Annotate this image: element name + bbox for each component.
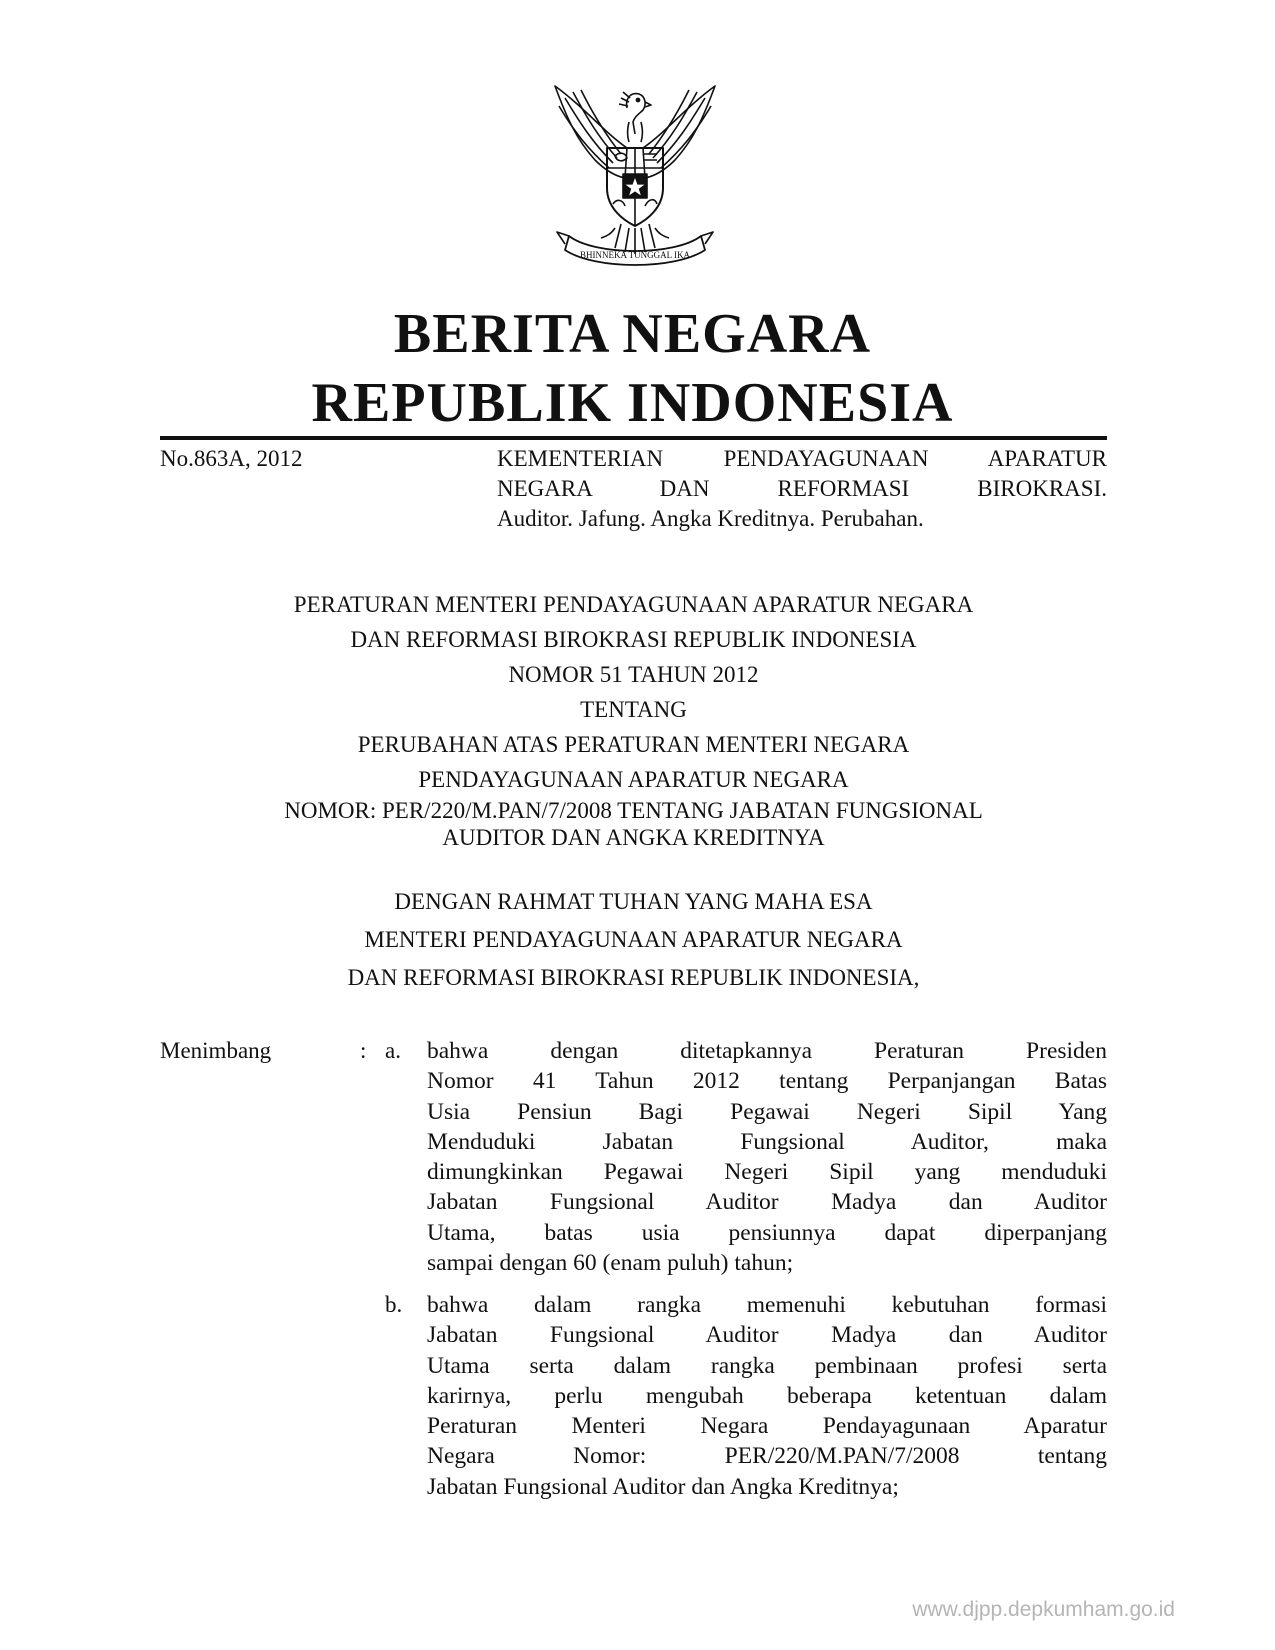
preamble-line: DAN REFORMASI BIROKRASI REPUBLIK INDONESIA, — [347, 965, 920, 990]
consideration-line: Utama, batas usia pensiunnya dapat diperpanjang — [427, 1219, 1107, 1246]
consideration-line: dimungkinkan Pegawai Negeri Sipil yang menduduki — [427, 1159, 1107, 1186]
consideration-line: Jabatan Fungsional Auditor Madya dan Auditor — [427, 1189, 1107, 1216]
consideration-a — [427, 1036, 1107, 1278]
consideration-line: Peraturan Menteri Negara Pendayagunaan Aparatur — [427, 1413, 1107, 1440]
gazette-number: No.863A, 2012 — [160, 446, 303, 471]
regulation-title-line: PERUBAHAN ATAS PERATURAN MENTERI NEGARA — [357, 732, 910, 757]
gazette-subject-line: Auditor. Jafung. Angka Kreditnya. Perubahan. — [497, 506, 924, 531]
masthead-divider — [160, 436, 1107, 440]
regulation-about: TENTANG — [580, 697, 687, 722]
footer-url-watermark: www.djpp.depkumham.go.id — [912, 1598, 1175, 1621]
gazette-subject — [497, 444, 1107, 534]
regulation-title-line: PENDAYAGUNAAN APARATUR NEGARA — [418, 767, 849, 792]
consideration-line: Utama serta dalam rangka pembinaan profesi serta — [427, 1352, 1107, 1379]
regulation-title-line: AUDITOR DAN ANGKA KREDITNYA — [442, 825, 825, 850]
regulation-title — [160, 587, 1107, 797]
consideration-letter: b. — [385, 1292, 403, 1317]
regulation-title-line: PERATURAN MENTERI PENDAYAGUNAAN APARATUR NEGARA — [293, 592, 974, 617]
consideration-line: sampai dengan 60 (enam puluh) tahun; — [427, 1250, 794, 1277]
consideration-line: bahwa dengan ditetapkannya Peraturan Presiden — [427, 1038, 1107, 1064]
consideration-letter: a. — [385, 1038, 401, 1063]
masthead-title-line2: REPUBLIK INDONESIA — [311, 372, 954, 434]
considering-colon: : — [360, 1038, 367, 1063]
consideration-line: Jabatan Fungsional Auditor Madya dan Auditor — [427, 1322, 1107, 1349]
preamble-line: DENGAN RAHMAT TUHAN YANG MAHA ESA — [394, 889, 873, 914]
regulation-title-line: NOMOR: PER/220/M.PAN/7/2008 TENTANG JABATAN FUNGSIONAL — [284, 798, 983, 823]
garuda-pancasila-emblem-icon — [535, 78, 735, 278]
consideration-line: karirnya, perlu mengubah beberapa ketentuan dalam — [427, 1382, 1107, 1409]
consideration-line: Menduduki Jabatan Fungsional Auditor, maka — [427, 1128, 1107, 1155]
emblem-motto: BHINNEKA TUNGGAL IKA — [580, 250, 690, 260]
consideration-line: Nomor 41 Tahun 2012 tentang Perpanjangan Batas — [427, 1068, 1107, 1095]
preamble — [160, 883, 1107, 997]
gazette-subject-line: NEGARA DAN REFORMASI BIROKRASI. — [497, 476, 1107, 501]
regulation-title-continued — [160, 797, 1107, 851]
consideration-line: Negara Nomor: PER/220/M.PAN/7/2008 tentang — [427, 1443, 1107, 1470]
gazette-subject-line: KEMENTERIAN PENDAYAGUNAAN APARATUR — [497, 446, 1107, 471]
masthead-title-line1: BERITA NEGARA — [393, 303, 872, 365]
consideration-line: Usia Pensiun Bagi Pegawai Negeri Sipil Yang — [427, 1098, 1107, 1125]
consideration-line: bahwa dalam rangka memenuhi kebutuhan formasi — [427, 1292, 1107, 1318]
regulation-number: NOMOR 51 TAHUN 2012 — [508, 662, 759, 687]
consideration-b — [427, 1290, 1107, 1502]
considering-label: Menimbang — [160, 1038, 272, 1063]
consideration-line: Jabatan Fungsional Auditor dan Angka Kreditnya; — [427, 1473, 899, 1500]
regulation-title-line: DAN REFORMASI BIROKRASI REPUBLIK INDONESIA — [350, 627, 917, 652]
preamble-line: MENTERI PENDAYAGUNAAN APARATUR NEGARA — [364, 927, 903, 952]
